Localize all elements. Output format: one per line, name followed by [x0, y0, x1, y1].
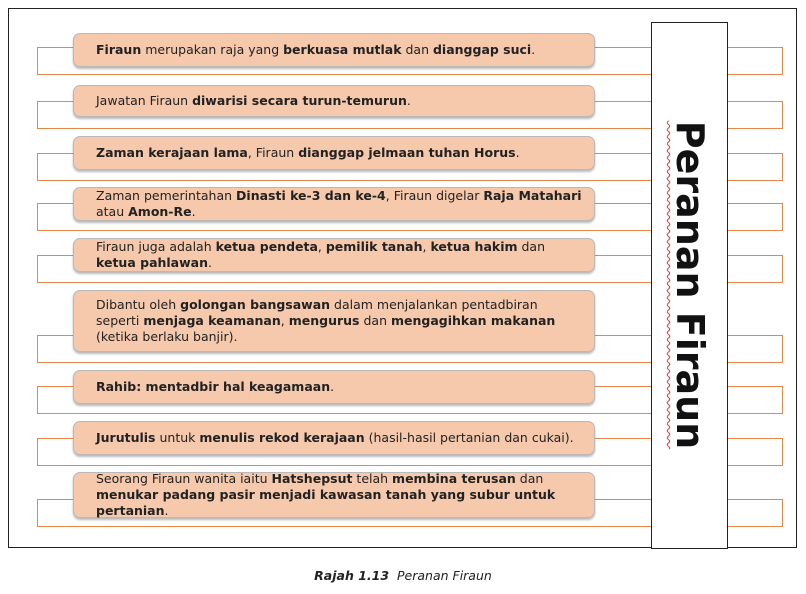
bold-text: Hatshepsut — [271, 471, 353, 486]
role-box-6 — [73, 290, 595, 352]
role-text — [96, 297, 584, 345]
bold-text: diwarisi secara turun-temurun — [192, 93, 407, 108]
text-run: dan — [517, 239, 546, 254]
text-run: atau — [96, 204, 129, 219]
text-run: , — [422, 239, 431, 254]
role-box-4 — [73, 187, 595, 221]
bold-text: mengagihkan makanan — [390, 313, 556, 328]
role-box-7 — [73, 370, 595, 404]
bold-text: dianggap jelmaan tuhan Horus — [298, 145, 516, 160]
text-run: Firaun juga adalah — [96, 239, 216, 254]
text-run: , Firaun digelar — [385, 188, 484, 203]
text-run: . — [515, 145, 520, 160]
bold-text: menukar padang pasir menjadi kawasan tanah yang subur untuk pertanian — [96, 487, 556, 518]
bold-text: menulis rekod kerajaan — [199, 430, 365, 445]
bold-text: Dinasti ke-3 dan ke-4 — [236, 188, 386, 203]
bold-text: menjaga keamanan — [143, 313, 281, 328]
text-run: Dibantu oleh — [96, 297, 181, 312]
bold-text: membina terusan — [392, 471, 516, 486]
text-run: (hasil-hasil pertanian dan cukai). — [364, 430, 574, 445]
text-run: merupakan raja yang — [141, 42, 284, 57]
role-text — [96, 188, 584, 220]
bold-text: dianggap suci — [432, 42, 532, 57]
bold-text: Jurutulis — [96, 430, 156, 445]
bold-text: Zaman kerajaan lama — [96, 145, 248, 160]
role-box-1 — [73, 33, 595, 67]
bold-text: Amon-Re — [128, 204, 192, 219]
text-run: Seorang Firaun wanita iaitu — [96, 471, 272, 486]
bold-text: ketua pahlawan — [96, 255, 208, 270]
text-run: . — [330, 379, 335, 394]
text-run: Jawatan Firaun — [96, 93, 193, 108]
bold-text: Raja Matahari — [483, 188, 582, 203]
caption-text: Peranan Firaun — [397, 568, 492, 583]
text-run: dan — [359, 313, 391, 328]
role-box-9 — [73, 472, 595, 518]
role-text — [96, 239, 584, 271]
text-run: telah — [352, 471, 393, 486]
bold-text: berkuasa mutlak — [283, 42, 402, 57]
text-run: . — [164, 503, 169, 518]
role-box-2 — [73, 85, 595, 117]
text-run: (ketika berlaku banjir). — [96, 329, 238, 344]
caption-label: Rajah 1.13 — [314, 568, 390, 583]
text-run: untuk — [155, 430, 200, 445]
text-run: dan — [401, 42, 433, 57]
role-text — [96, 379, 334, 395]
role-text — [96, 430, 574, 446]
text-run: . — [208, 255, 212, 270]
role-text — [96, 145, 520, 161]
text-run: dalam menjalankan pentadbiran seperti — [96, 297, 538, 328]
bold-text: ketua pendeta — [215, 239, 318, 254]
figure-caption — [0, 568, 806, 583]
text-run: . — [406, 93, 411, 108]
role-text — [96, 42, 535, 58]
role-box-3 — [73, 136, 595, 170]
text-run: . — [191, 204, 196, 219]
text-run: , — [317, 239, 326, 254]
role-text — [96, 93, 411, 109]
text-run: , Firaun — [247, 145, 299, 160]
bold-text: Firaun — [96, 42, 142, 57]
bold-text: ketua hakim — [430, 239, 518, 254]
bold-text: mengurus — [288, 313, 360, 328]
bold-text: pemilik tanah — [325, 239, 423, 254]
bold-text: golongan bangsawan — [180, 297, 331, 312]
role-text — [96, 471, 584, 519]
text-run: dan — [515, 471, 544, 486]
text-run: . — [531, 42, 536, 57]
text-run: , — [280, 313, 289, 328]
diagram-title: Peranan Firaun — [668, 120, 712, 450]
role-box-8 — [73, 421, 595, 455]
bold-text: Rahib: mentadbir hal keagamaan — [96, 379, 331, 394]
text-run: Zaman pemerintahan — [96, 188, 237, 203]
role-box-5 — [73, 238, 595, 272]
